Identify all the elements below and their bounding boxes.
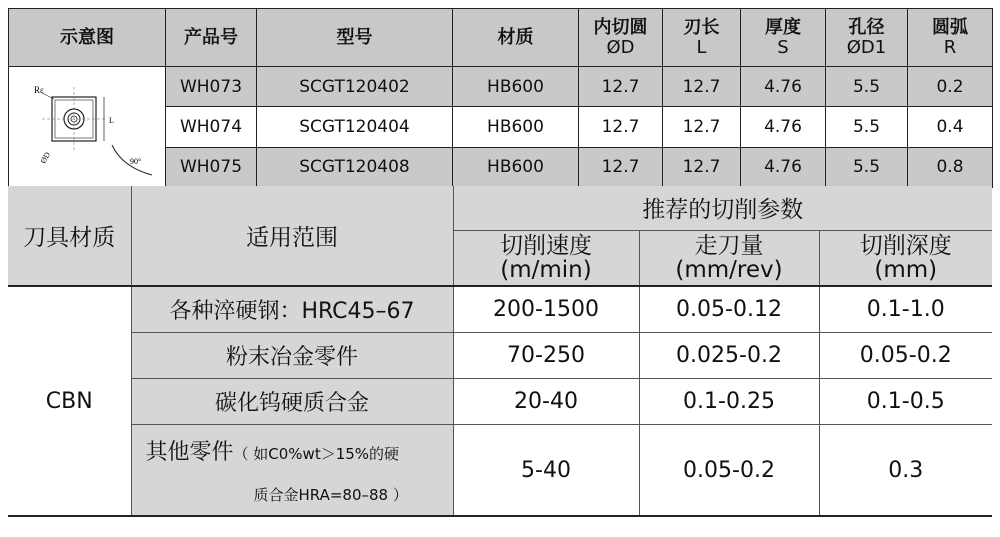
spec-row	[9, 67, 993, 107]
header-radius: 圆弧 R	[908, 9, 993, 67]
cell-s: 4.76	[741, 67, 826, 107]
cell-l: 12.7	[663, 147, 741, 187]
svg-text:L: L	[109, 116, 114, 125]
cell-tool-material: CBN	[8, 286, 131, 516]
cell-l: 12.7	[663, 107, 741, 147]
cell-speed: 70-250	[453, 332, 639, 378]
cell-d: 12.7	[579, 107, 663, 147]
insert-diagram	[9, 67, 166, 188]
cell-d1: 5.5	[826, 67, 908, 107]
cell-depth: 0.1-0.5	[819, 378, 992, 424]
cell-r: 0.8	[908, 147, 993, 187]
cell-depth: 0.3	[888, 457, 924, 483]
cell-scope: 各种淬硬钢：HRC45–67	[131, 286, 453, 332]
cell-feed: 0.05-0.2	[639, 424, 819, 516]
bottom-divider	[8, 515, 992, 517]
header-diagram: 示意图	[9, 9, 166, 67]
cell-s: 4.76	[741, 147, 826, 187]
cell-d1: 5.5	[826, 107, 908, 147]
cell-d1: 5.5	[826, 147, 908, 187]
cell-scope: 碳化钨硬质合金	[131, 378, 453, 424]
cell-material: HB600	[453, 67, 579, 107]
cell-s: 4.76	[741, 107, 826, 147]
cell-model: SCGT120408	[257, 147, 453, 187]
header-product-no: 产品号	[166, 9, 257, 67]
cutting-row	[8, 332, 992, 378]
cell-scope-other: 其他零件（ 如C0%wt＞15%的硬 质合金HRA=80–88 ）	[131, 424, 453, 516]
cell-speed: 5-40	[453, 424, 639, 516]
cell-product-no: WH075	[166, 147, 257, 187]
header-scope: 适用范围	[131, 186, 453, 286]
header-cutting-speed: 切削速度 (m/min)	[453, 230, 639, 286]
cell-speed: 200-1500	[453, 286, 639, 332]
cell-r: 0.2	[908, 67, 993, 107]
cell-feed: 0.1-0.25	[639, 378, 819, 424]
svg-text:Rε: Rε	[34, 85, 44, 95]
cutting-row	[8, 424, 992, 516]
cell-product-no: WH073	[166, 67, 257, 107]
cell-feed: 0.025-0.2	[639, 332, 819, 378]
cell-feed: 0.05-0.12	[639, 286, 819, 332]
insert-drawing-icon	[12, 67, 162, 182]
cell-r: 0.4	[908, 107, 993, 147]
svg-text:ØD: ØD	[38, 150, 53, 165]
header-model: 型号	[257, 9, 453, 67]
header-thickness: 厚度 S	[741, 9, 826, 67]
header-hole-diameter: 孔径 ØD1	[826, 9, 908, 67]
header-edge-length: 刃长 L	[663, 9, 741, 67]
cell-l: 12.7	[663, 67, 741, 107]
cell-depth: 0.1-1.0	[819, 286, 992, 332]
header-recommended-params: 推荐的切削参数	[453, 186, 992, 230]
cell-depth: 0.05-0.2	[819, 332, 992, 378]
cutting-row	[8, 378, 992, 424]
cell-d: 12.7	[579, 67, 663, 107]
svg-text:90°: 90°	[130, 157, 142, 166]
header-tool-material: 刀具材质	[8, 186, 131, 286]
cutting-row	[8, 286, 992, 332]
cell-d: 12.7	[579, 147, 663, 187]
cell-model: SCGT120404	[257, 107, 453, 147]
header-cutting-depth: 切削深度 (mm)	[819, 230, 992, 286]
cell-model: SCGT120402	[257, 67, 453, 107]
cell-product-no: WH074	[166, 107, 257, 147]
cell-speed: 20-40	[453, 378, 639, 424]
header-material: 材质	[453, 9, 579, 67]
cell-material: HB600	[453, 107, 579, 147]
insert-spec-table	[8, 8, 993, 188]
header-feed-rate: 走刀量 (mm/rev)	[639, 230, 819, 286]
cell-scope: 粉末冶金零件	[131, 332, 453, 378]
header-inner-circle: 内切圆 ØD	[579, 9, 663, 67]
cell-material: HB600	[453, 147, 579, 187]
cutting-parameters-table	[8, 186, 992, 516]
